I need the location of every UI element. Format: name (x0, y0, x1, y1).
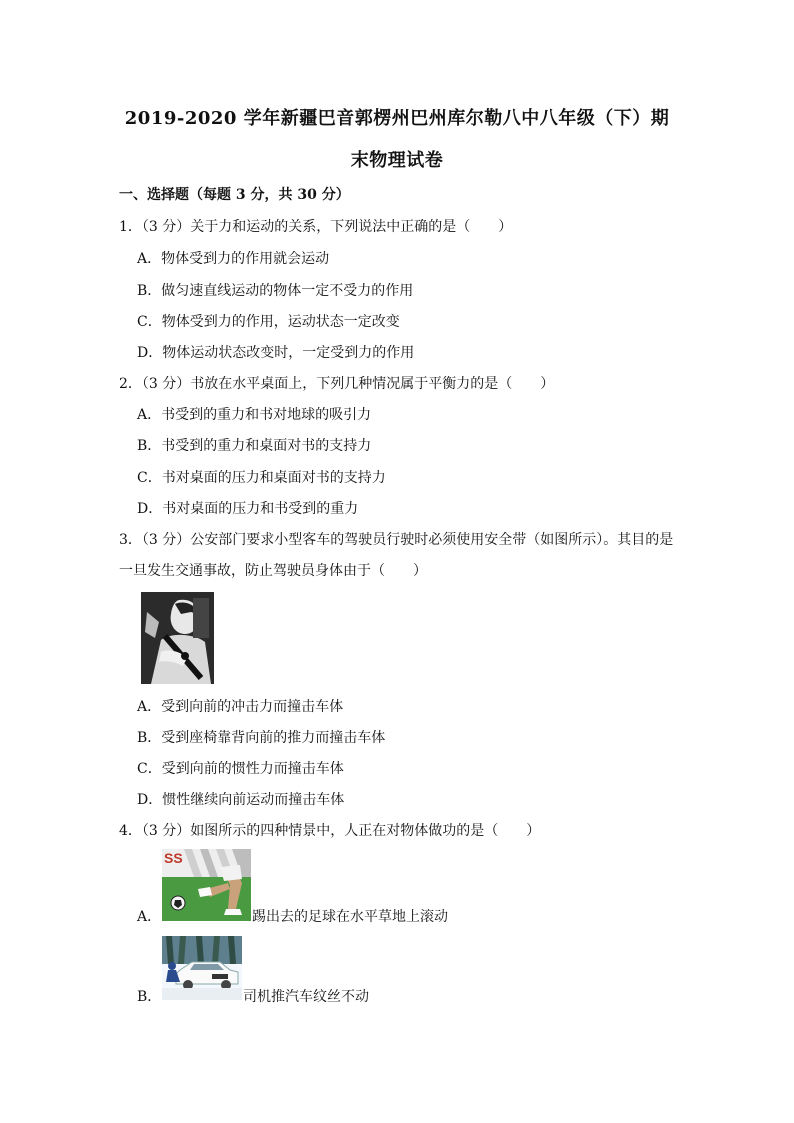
question-1-option-d: D．物体运动状态改变时，一定受到力的作用 (137, 345, 415, 361)
question-2-option-a: A．书受到的重力和书对地球的吸引力 (137, 407, 372, 423)
pushing-car-image (162, 936, 242, 1000)
question-4-option-a-text: 踢出去的足球在水平草地上滚动 (252, 909, 448, 925)
question-2-option-d: D．书对桌面的压力和书受到的重力 (137, 501, 359, 517)
section-heading: 一、选择题（每题 3 分，共 30 分） (119, 187, 350, 203)
question-4-option-b-label: B． (137, 989, 162, 1005)
exam-title-line-1: 2019-2020 学年新疆巴音郭楞州巴州库尔勒八中八年级（下）期 (124, 108, 670, 129)
question-4-stem: 4．（3 分）如图所示的四种情景中，人正在对物体做功的是（ ） (119, 823, 541, 839)
question-1-option-b: B．做匀速直线运动的物体一定不受力的作用 (137, 283, 414, 299)
question-1-stem: 1．（3 分）关于力和运动的关系，下列说法中正确的是（ ） (119, 219, 513, 235)
question-4-option-b-text: 司机推汽车纹丝不动 (243, 989, 369, 1005)
question-4-option-a-label: A． (137, 909, 162, 925)
exam-title-line-2: 末物理试卷 (350, 150, 444, 171)
question-1-option-a: A．物体受到力的作用就会运动 (137, 251, 330, 267)
question-3-option-c: C．受到向前的惯性力而撞击车体 (137, 761, 344, 777)
question-3-option-a: A．受到向前的冲击力而撞击车体 (137, 699, 344, 715)
question-2-option-b: B．书受到的重力和桌面对书的支持力 (137, 438, 372, 454)
kicked-football-image (162, 849, 251, 921)
svg-text:SS: SS (164, 850, 183, 866)
question-2-stem: 2．（3 分）书放在水平桌面上，下列几种情况属于平衡力的是（ ） (119, 376, 555, 392)
question-3-option-b: B．受到座椅靠背向前的推力而撞击车体 (137, 730, 386, 746)
question-3-option-d: D．惯性继续向前运动而撞击车体 (137, 792, 345, 808)
question-3-stem-continued: 一旦发生交通事故，防止驾驶员身体由于（ ） (119, 563, 427, 579)
question-1-option-c: C．物体受到力的作用，运动状态一定改变 (137, 314, 400, 330)
question-3-stem: 3．（3 分）公安部门要求小型客车的驾驶员行驶时必须使用安全带（如图所示）。其目的是 (119, 532, 674, 548)
question-2-option-c: C．书对桌面的压力和桌面对书的支持力 (137, 470, 386, 486)
seatbelt-driver-image (141, 592, 214, 684)
